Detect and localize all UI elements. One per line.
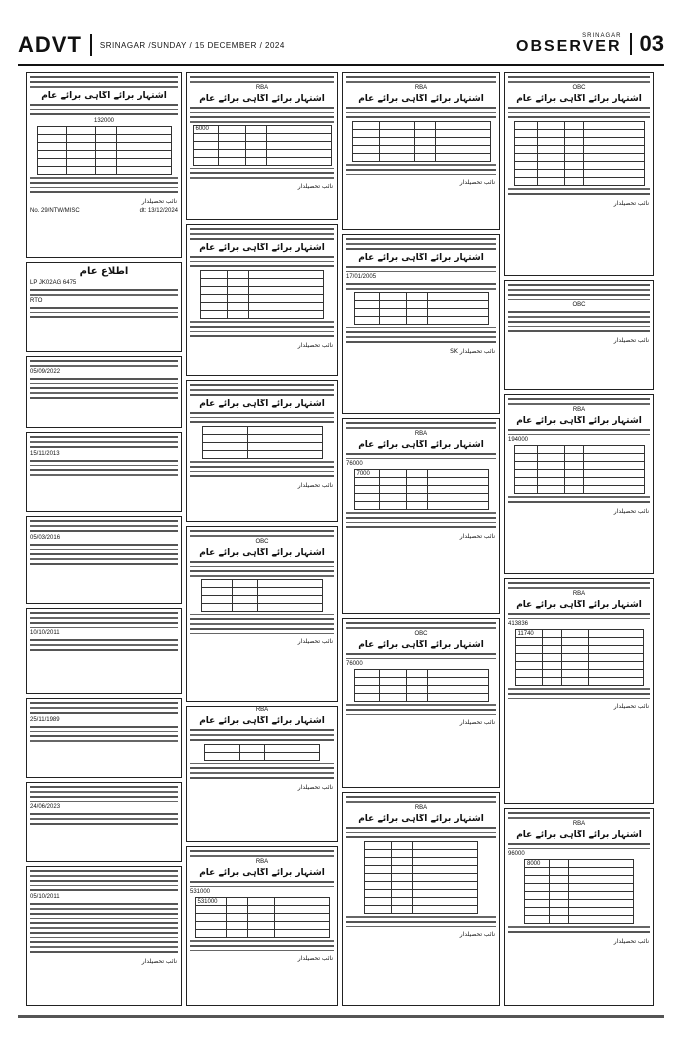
- signature: نائب تحصیلدار: [613, 337, 649, 344]
- amount-value: 413836: [508, 621, 529, 627]
- brand-city: SRINAGAR: [582, 33, 622, 39]
- signature: نائب تحصیلدار: [459, 533, 495, 540]
- signature: نائب تحصیلدار: [141, 198, 177, 205]
- signature: نائب تحصیلدار: [613, 703, 649, 710]
- notice-headline: اشتہار برائے آگاہی برائے عام: [199, 547, 325, 558]
- public-notice-title: اطلاع عام: [79, 266, 129, 277]
- notice-headline: اشتہار برائے آگاہی برائے عام: [358, 93, 484, 104]
- notice-table: [200, 270, 324, 319]
- notice-date: 15/11/2013: [30, 450, 60, 457]
- notice-headline: اشتہار برائے آگاہی برائے عام: [358, 439, 484, 450]
- section-label: [18, 32, 285, 58]
- notice-table: [202, 426, 323, 459]
- notice-table: [195, 897, 330, 938]
- signature: نائب تحصیلدار: [613, 937, 649, 945]
- notice-headline: اشتہار برائے آگاہی برائے عام: [358, 813, 484, 824]
- ref-number: No. 29/NTW/MISC: [30, 208, 80, 214]
- rto-label: RTO: [30, 297, 43, 304]
- signature: نائب تحصیلدار: [459, 179, 495, 186]
- notice-col3-b: [342, 234, 500, 414]
- notice-date: 05/09/2022: [30, 368, 61, 375]
- rba-label: RBA: [572, 820, 586, 827]
- advt-title: ADVT: [18, 32, 82, 57]
- notice-date: 10/10/2011: [30, 630, 60, 636]
- notice-table: [354, 469, 489, 510]
- notice-date: 24/06/2023: [30, 804, 61, 810]
- signature: نائب تحصیلدار: [297, 638, 333, 645]
- signature: نائب تحصیلدار: [613, 507, 649, 515]
- amount-value: 76000: [346, 661, 363, 667]
- public-notice: [26, 262, 182, 352]
- obc-label: OBC: [255, 538, 269, 545]
- notice-table: [37, 126, 172, 175]
- obc-label: OBC: [572, 302, 586, 308]
- amount-value: 96000: [508, 851, 525, 857]
- notice-col2-e: [186, 706, 338, 842]
- amount-value: 6000: [193, 125, 218, 133]
- notice-col2-c: [186, 380, 338, 522]
- amount-value: 76000: [346, 461, 363, 467]
- notice-headline: اشتہار برائے آگاہی برائے عام: [199, 716, 325, 726]
- notice-headline: اشتہار برائے آگاہی برائے عام: [358, 252, 484, 263]
- rba-label: RBA: [414, 84, 428, 91]
- notice-col3-e: [342, 792, 500, 1006]
- notice-headline: اشتہار برائے آگاہی برائے عام: [199, 867, 325, 878]
- notice-table: [352, 121, 491, 162]
- notice-col3-a: [342, 72, 500, 230]
- brand-name: OBSERVER: [516, 38, 622, 55]
- notice-table: [524, 859, 634, 924]
- notice-headline: اشتہار برائے آگاہی برائے عام: [516, 415, 642, 426]
- amount-value: 531000: [195, 898, 226, 906]
- signature: نائب تحصیلدار: [459, 931, 495, 938]
- notice-headline: اشتہار برائے آگاہی برائے عام: [516, 829, 642, 840]
- notice-headline: اشتہار برائے آگاہی برائے عام: [516, 93, 642, 104]
- signature: نائب تحصیلدار: [297, 182, 333, 190]
- notice-table: [354, 669, 489, 702]
- signature: نائب تحصیلدار: [297, 955, 333, 962]
- notice-col4-e: [504, 808, 654, 1006]
- masthead: [516, 28, 664, 60]
- signature-sk: [343, 346, 499, 357]
- notice-col2-d: [186, 526, 338, 702]
- notice-table: [204, 744, 320, 761]
- header-rule: [18, 64, 664, 66]
- notice-table: [514, 121, 645, 186]
- footer-rule: [18, 1015, 664, 1018]
- notice-headline: اشتہار برائے آگاہی برائے عام: [199, 242, 325, 253]
- obc-label: OBC: [414, 630, 428, 637]
- amount-value: 11740: [515, 630, 542, 638]
- sk-label: SK: [450, 347, 458, 355]
- notice-col4-c: [504, 394, 654, 574]
- notice-date: 05/03/2016: [30, 534, 61, 541]
- rba-label: RBA: [255, 858, 269, 865]
- notice-date: 17/01/2005: [346, 274, 377, 280]
- rba-label: RBA: [572, 590, 586, 597]
- dateline: SRINAGAR /SUNDAY / 15 DECEMBER / 2024: [99, 40, 285, 50]
- amount-value: 8000: [525, 860, 550, 868]
- ref-date: dt: 13/12/2024: [139, 208, 178, 214]
- notice-headline: اشتہار برائے آگاہی برائے عام: [358, 639, 484, 650]
- notice-col1-f: [26, 608, 182, 694]
- notice-col1-a: [26, 72, 182, 258]
- notice-col4-d: [504, 578, 654, 804]
- amount-value: 132000: [93, 118, 115, 124]
- signature: نائب تحصیلدار: [297, 342, 333, 349]
- notice-col4-a: [504, 72, 654, 276]
- amount-value: 194000: [508, 437, 529, 443]
- obc-label: OBC: [572, 84, 586, 91]
- page-number: 03: [639, 31, 664, 56]
- notice-date: 05/10/2011: [30, 894, 60, 900]
- notice-col2-a: [186, 72, 338, 220]
- notice-table: [514, 445, 645, 494]
- notice-col1-h: [26, 782, 182, 862]
- notice-col1-g: [26, 698, 182, 778]
- notice-table: [364, 841, 478, 914]
- notice-col1-e: [26, 516, 182, 604]
- notice-table: [515, 629, 644, 686]
- signature: نائب تحصیلدار: [297, 783, 333, 791]
- amount-value: 531000: [190, 889, 211, 895]
- notice-table: [193, 125, 332, 166]
- notice-headline: اشتہار برائے آگاہی برائے عام: [516, 599, 642, 610]
- notice-col2-f: [186, 846, 338, 1006]
- notice-date: 25/11/1989: [30, 716, 60, 723]
- rba-label: RBA: [255, 707, 269, 713]
- notice-col3-c: [342, 418, 500, 614]
- rba-label: RBA: [414, 430, 428, 437]
- header-divider-right: [630, 33, 632, 55]
- rba-label: RBA: [572, 406, 586, 413]
- signature: نائب تحصیلدار: [613, 199, 649, 207]
- notice-col1-d: [26, 432, 182, 512]
- notice-headline: اشتہار برائے آگاہی برائے عام: [41, 90, 167, 101]
- notice-col1-c: [26, 356, 182, 428]
- signature: نائب تحصیلدار: [459, 347, 495, 355]
- notice-col4-b: [504, 280, 654, 390]
- signature: نائب تحصیلدار: [297, 482, 333, 489]
- rba-label: RBA: [255, 84, 269, 91]
- notice-table: [201, 579, 323, 612]
- signature: نائب تحصیلدار: [459, 719, 495, 726]
- notice-col3-d: [342, 618, 500, 788]
- notice-col1-i: [26, 866, 182, 1006]
- brand-logo: [516, 33, 622, 55]
- notice-table: [354, 292, 489, 325]
- signature: نائب تحصیلدار: [141, 957, 177, 965]
- notice-headline: اشتہار برائے آگاہی برائے عام: [199, 398, 325, 409]
- notice-headline: اشتہار برائے آگاہی برائے عام: [199, 93, 325, 104]
- notice-col2-b: [186, 224, 338, 376]
- header-divider: [90, 34, 92, 56]
- rba-label: RBA: [414, 804, 428, 811]
- amount-value: 7000: [354, 470, 379, 478]
- vehicle-number: LP JK02AG 6475: [30, 280, 77, 286]
- page-header: [18, 28, 664, 64]
